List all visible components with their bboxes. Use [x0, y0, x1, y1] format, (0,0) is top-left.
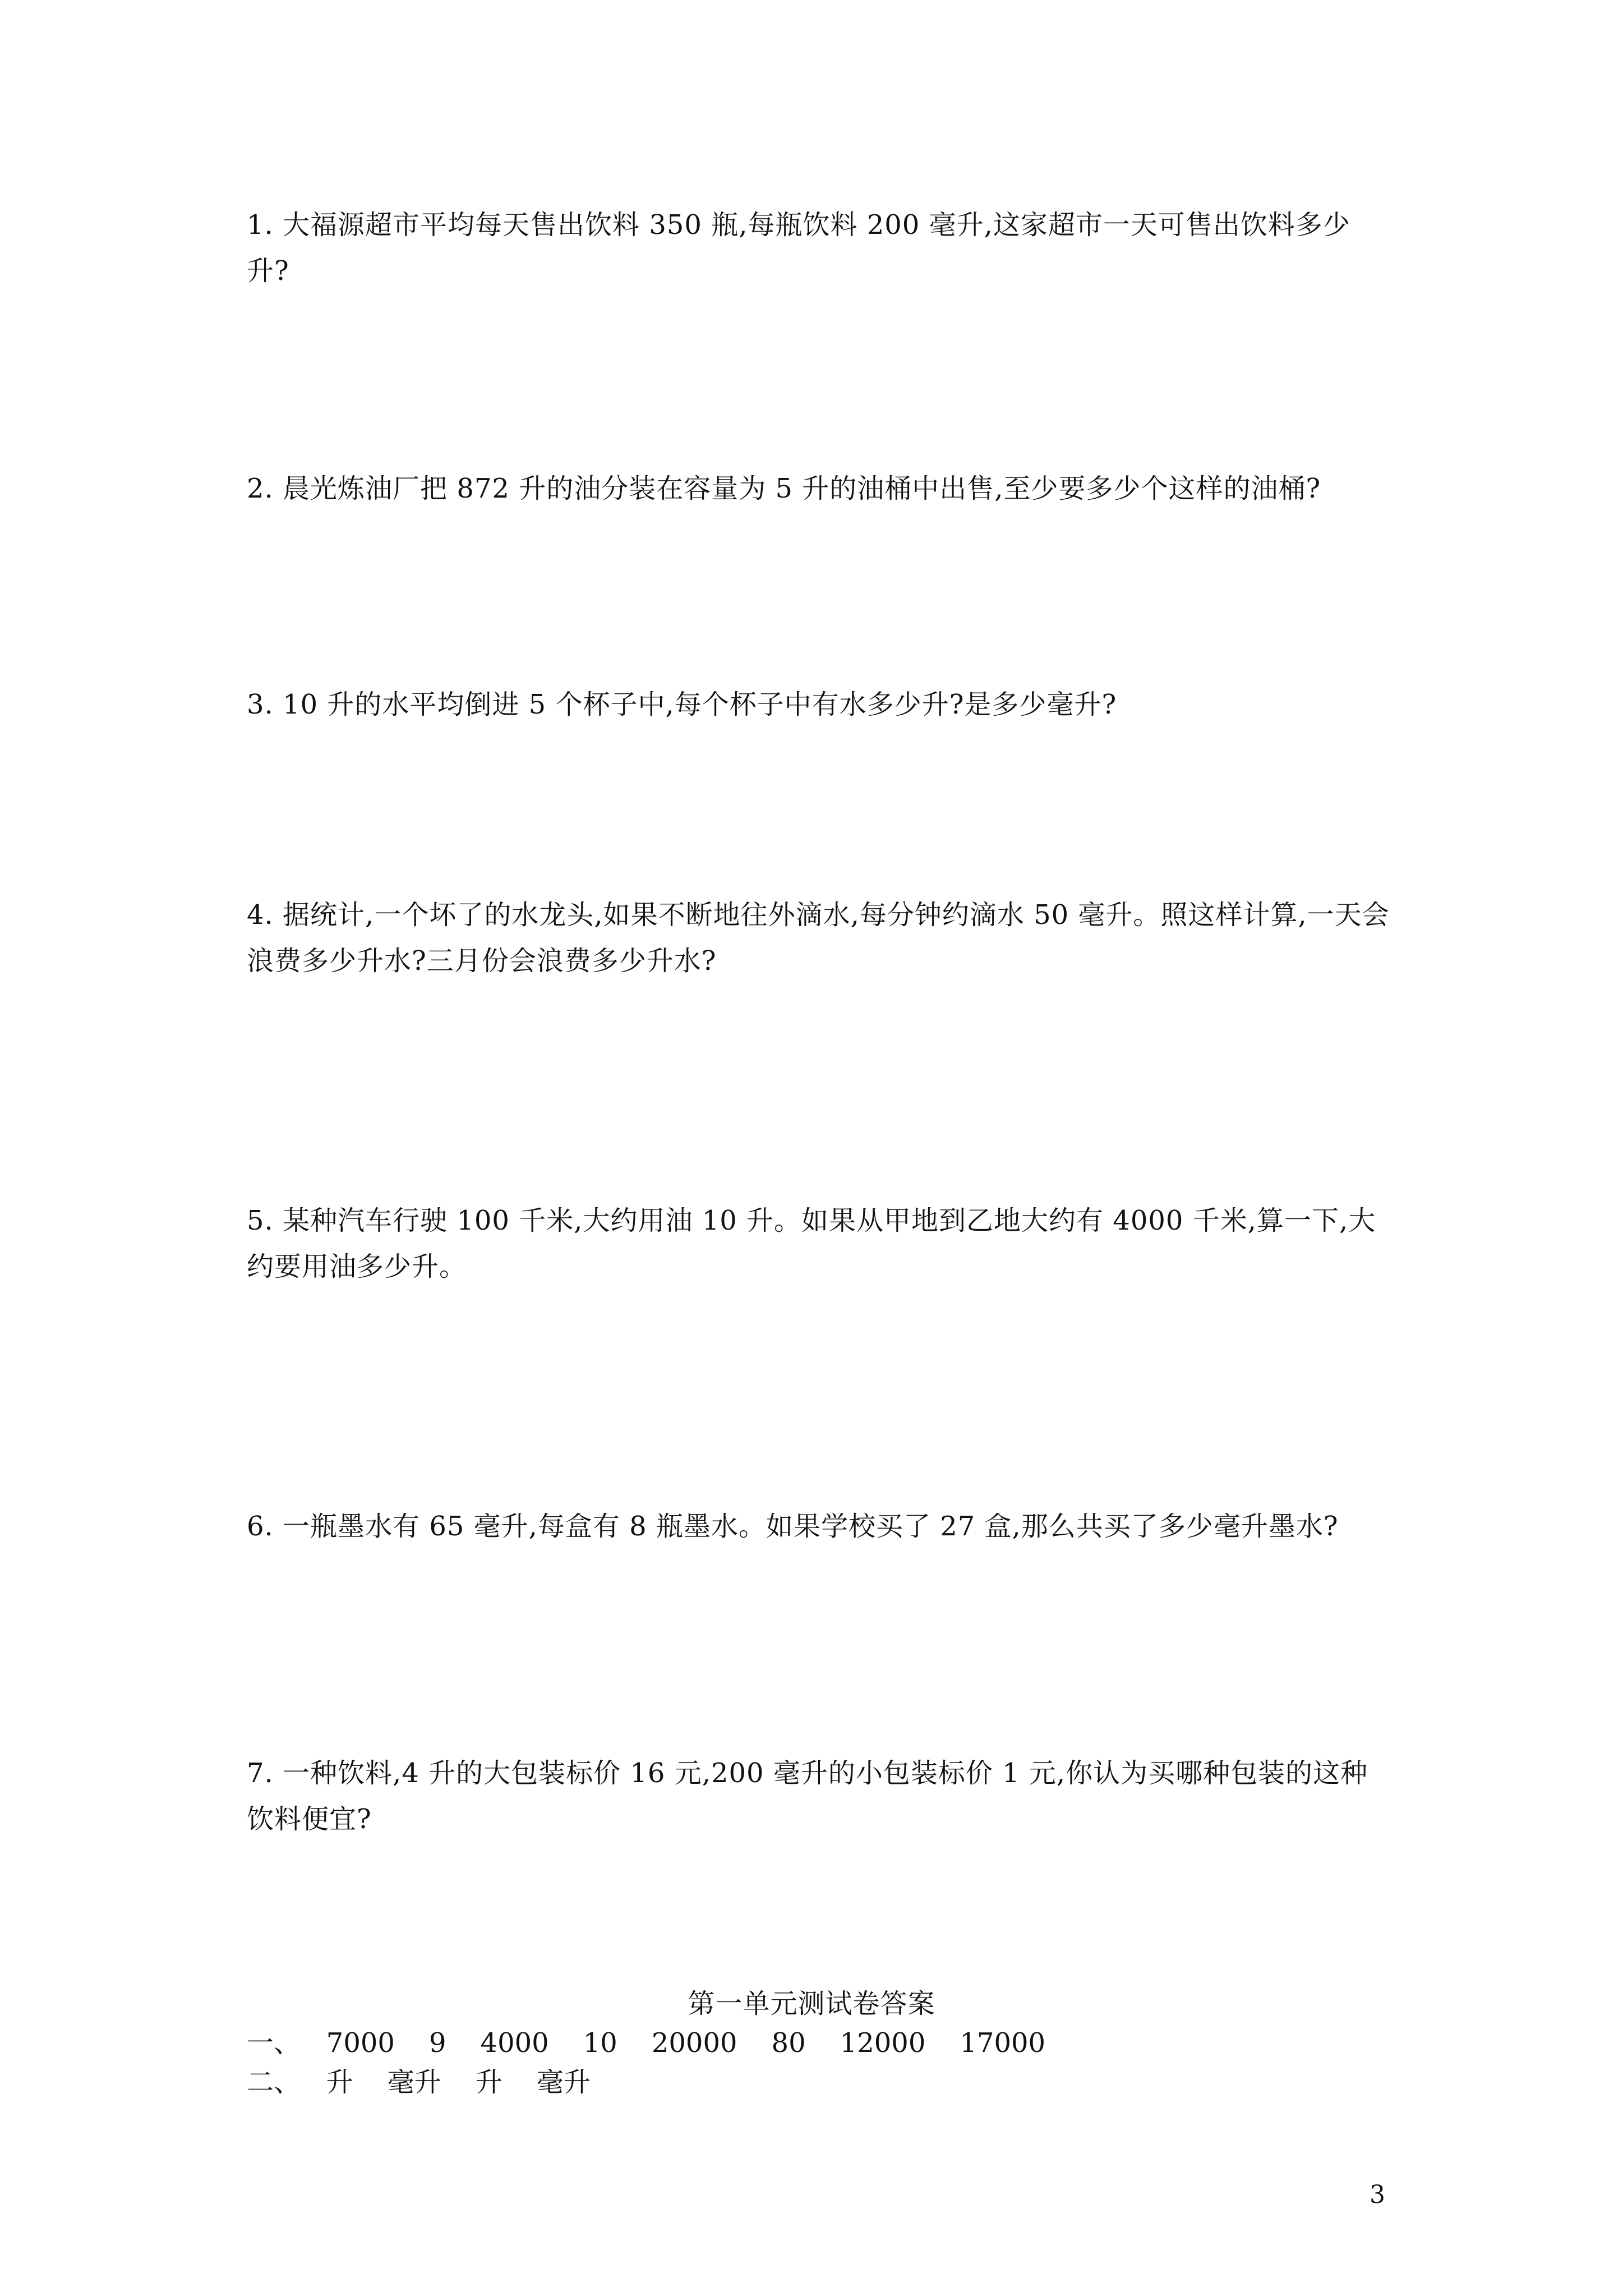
- question-2: 2. 晨光炼油厂把 872 升的油分装在容量为 5 升的油桶中出售,至少要多少个这样的油桶?: [247, 473, 1321, 504]
- question-3: 3. 10 升的水平均倒进 5 个杯子中,每个杯子中有水多少升?是多少毫升?: [247, 689, 1117, 720]
- answers-title: 第一单元测试卷答案: [688, 1988, 935, 2019]
- question-5: 5. 某种汽车行驶 100 千米,大约用油 10 升。如果从甲地到乙地大约有 4000 千米,算一下,大约要用油多少升。: [247, 1205, 1376, 1282]
- question-4: 4. 据统计,一个坏了的水龙头,如果不断地往外滴水,每分钟约滴水 50 毫升。照这样计算,一天会浪费多少升水?三月份会浪费多少升水?: [247, 899, 1390, 977]
- question-1: 1. 大福源超市平均每天售出饮料 350 瓶,每瓶饮料 200 毫升,这家超市一天可售出饮料多少升?: [247, 209, 1350, 287]
- question-6: 6. 一瓶墨水有 65 毫升,每盒有 8 瓶墨水。如果学校买了 27 盒,那么共买了多少毫升墨水?: [247, 1511, 1339, 1542]
- question-7: 7. 一种饮料,4 升的大包装标价 16 元,200 毫升的小包装标价 1 元,你认为买哪种包装的这种饮料便宜?: [247, 1757, 1368, 1835]
- page-number: 3: [1370, 2180, 1385, 2209]
- answer-line-2: 二、 升 毫升 升 毫升: [247, 2067, 591, 2098]
- answer-line-1: 一、 7000 9 4000 10 20000 80 12000 17000: [247, 2027, 1046, 2059]
